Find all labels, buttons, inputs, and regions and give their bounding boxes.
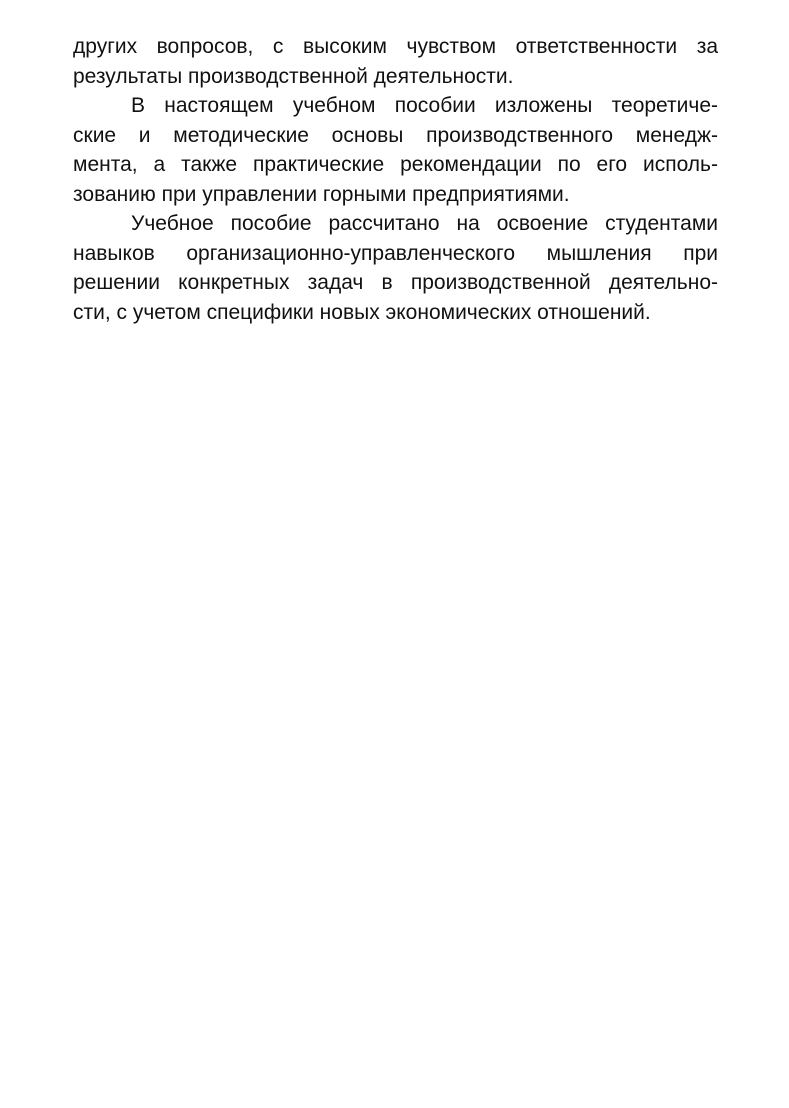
text-line: других вопросов, с высоким чувством ответственности за bbox=[73, 35, 718, 58]
text-line: Учебное пособие рассчитано на освоение студентами bbox=[131, 212, 718, 235]
paragraph-2 bbox=[73, 91, 718, 209]
text-line: решении конкретных задач в производственной деятельно- bbox=[73, 271, 718, 294]
text-line: ские и методические основы производственного менедж- bbox=[73, 123, 718, 147]
text-line: зованию при управлении горными предприятиями. bbox=[73, 182, 570, 206]
body-text bbox=[73, 32, 718, 327]
text-line: навыков организационно-управленческого мышления при bbox=[73, 241, 718, 265]
text-line: мента, а также практические рекомендации по его исполь- bbox=[73, 153, 718, 176]
paragraph-1 bbox=[73, 32, 718, 91]
text-line: В настоящем учебном пособии изложены теоретиче- bbox=[131, 94, 718, 117]
paragraph-3 bbox=[73, 209, 718, 327]
text-line: результаты производственной деятельности. bbox=[73, 64, 514, 88]
text-line: сти, с учетом специфики новых экономических отношений. bbox=[73, 300, 651, 324]
